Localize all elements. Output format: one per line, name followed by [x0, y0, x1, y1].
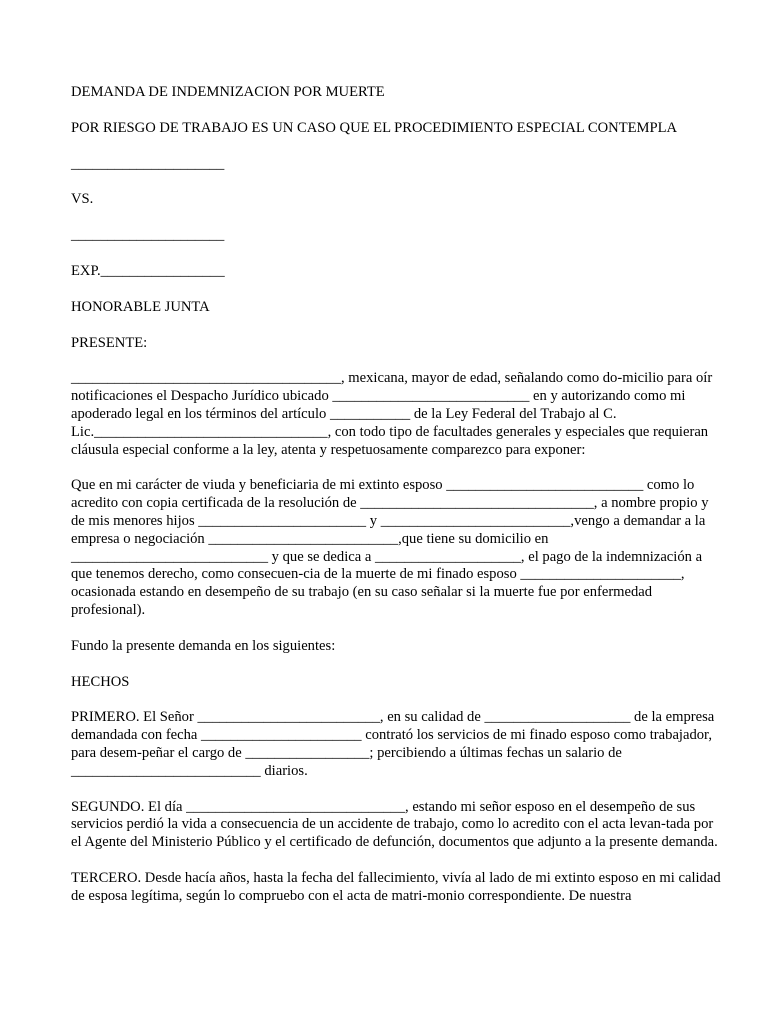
- hechos-heading: HECHOS: [71, 673, 130, 690]
- party-blank-plaintiff: _____________________: [71, 155, 225, 172]
- versus-label: VS.: [71, 191, 94, 208]
- hecho-tercero: TERCERO. Desde hacía años, hasta la fecha del fallecimiento, vivía al lado de mi extinto esposo en mi calidad de esposa legítima, según lo compruebo con el acta de matri-monio correspondiente. De nuestra: [71, 869, 721, 904]
- expediente-line: EXP._________________: [71, 262, 225, 279]
- party-blank-defendant: _____________________: [71, 227, 225, 244]
- hecho-segundo: SEGUNDO. El día ______________________________, estando mi señor esposo en el desempeño de sus servicios perdió la vida a consecuencia de un accidente de trabajo, como lo acredito con el acta levan-tada por el Agente del Ministerio Público y el certificado de defunción, documentos que adjunto a la presente demanda.: [71, 798, 718, 851]
- document-title: DEMANDA DE INDEMNIZACION POR MUERTE: [71, 84, 385, 100]
- document-subtitle: POR RIESGO DE TRABAJO ES UN CASO QUE EL PROCEDIMIENTO ESPECIAL CONTEMPLA: [71, 119, 678, 136]
- paragraph-intro: _____________________________________, mexicana, mayor de edad, señalando como do-micilio para oír notificaciones el Despacho Jurídico ubicado ___________________________ en y autorizando como mi apoderado legal en los términos del artículo ___________ de la Ley Federal del Trabajo al C. Lic.________________________________, con todo tipo de facultades generales y especiales que requieran cláusula especial conforme a la ley, atenta y respetuosamente comparezco para exponer:: [71, 370, 713, 458]
- paragraph-fundamento: Fundo la presente demanda en los siguientes:: [71, 637, 336, 654]
- presente-line: PRESENTE:: [71, 334, 148, 351]
- hecho-primero: PRIMERO. El Señor _________________________, en su calidad de ____________________ de la empresa demandada con fecha ______________________ contrató los servicios de mi finado esposo como trabajador, para desem-peñar el cargo de _________________; percibiendo a últimas fechas un salario de __________________________ diarios.: [71, 709, 715, 779]
- addressee-line: HONORABLE JUNTA: [71, 298, 210, 315]
- paragraph-claim: Que en mi carácter de viuda y beneficiaria de mi extinto esposo ___________________________ como lo acredito con copia certificada de la resolución de ________________________________, a nombre propio y de mis menores hijos _______________________ y __________________________,vengo a demandar a la empresa o negociación __________________________,que tiene su domicilio en ___________________________ y que se dedica a ____________________, el pago de la indemnización a que tenemos derecho, como consecuen-cia de la muerte de mi finado esposo ______________________, ocasionada estando en desempeño de su trabajo (en su caso señalar si la muerte fue por enfermedad profesional).: [71, 477, 709, 618]
- document-page: [71, 84, 723, 924]
